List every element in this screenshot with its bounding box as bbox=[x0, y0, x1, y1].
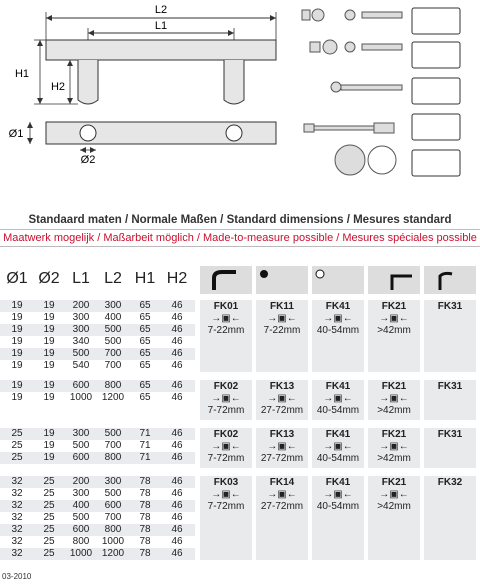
table-row bbox=[0, 476, 195, 488]
table-row bbox=[0, 536, 195, 548]
dim-label-h1: H1 bbox=[14, 68, 30, 80]
dim-label-l2: L2 bbox=[154, 4, 168, 16]
thickness-range: 27-72mm bbox=[260, 405, 304, 416]
table-row bbox=[0, 524, 195, 536]
cell-h1: 78 bbox=[139, 524, 151, 535]
cell-o1: 19 bbox=[11, 324, 23, 335]
thickness-range: 7-22mm bbox=[263, 325, 301, 336]
cell-l1: 300 bbox=[72, 428, 90, 439]
cell-h2: 46 bbox=[171, 524, 183, 535]
cell-l1: 400 bbox=[72, 500, 90, 511]
cell-l2: 800 bbox=[104, 380, 122, 391]
fitting-code: FK31 bbox=[437, 301, 463, 312]
fitting-code: FK41 bbox=[325, 477, 351, 488]
cell-o1: 19 bbox=[11, 360, 23, 371]
edition-date: 03-2010 bbox=[2, 572, 32, 581]
cell-o2: 19 bbox=[43, 380, 55, 391]
fitting-code: FK31 bbox=[437, 381, 463, 392]
divider bbox=[0, 246, 480, 247]
cell-h1: 78 bbox=[139, 512, 151, 523]
cell-l1: 200 bbox=[72, 476, 90, 487]
fitting-code: FK21 bbox=[381, 301, 407, 312]
cell-o1: 32 bbox=[11, 548, 23, 559]
standard-dimensions-heading: Standaard maten / Normale Maßen / Standard dimensions / Mesures standard bbox=[28, 214, 452, 226]
cell-l2: 700 bbox=[104, 512, 122, 523]
cell-l2: 800 bbox=[104, 524, 122, 535]
fitting-code: FK32 bbox=[437, 477, 463, 488]
table-row bbox=[0, 300, 195, 312]
fitting-code: FK03 bbox=[213, 477, 239, 488]
cell-h1: 65 bbox=[139, 360, 151, 371]
cell-l1: 600 bbox=[72, 380, 90, 391]
cell-o1: 32 bbox=[11, 500, 23, 511]
dim-label-l1: L1 bbox=[154, 20, 168, 32]
cell-l2: 500 bbox=[104, 336, 122, 347]
thickness-range: 40-54mm bbox=[316, 325, 360, 336]
cell-l1: 300 bbox=[72, 312, 90, 323]
cell-h2: 46 bbox=[171, 300, 183, 311]
cell-h2: 46 bbox=[171, 392, 183, 403]
cell-o1: 19 bbox=[11, 348, 23, 359]
table-row bbox=[0, 348, 195, 360]
cell-o2: 25 bbox=[43, 536, 55, 547]
cell-o2: 19 bbox=[43, 428, 55, 439]
cell-l2: 1200 bbox=[101, 548, 125, 559]
cell-l2: 500 bbox=[104, 488, 122, 499]
cell-l1: 600 bbox=[72, 524, 90, 535]
thickness-range: 7-72mm bbox=[207, 405, 245, 416]
cell-o2: 19 bbox=[43, 392, 55, 403]
table-row bbox=[0, 428, 195, 440]
cell-h2: 46 bbox=[171, 348, 183, 359]
fitting-code: FK41 bbox=[325, 301, 351, 312]
measure-arrows-icon: →▣← bbox=[379, 441, 409, 452]
cell-l1: 540 bbox=[72, 360, 90, 371]
cell-l1: 1000 bbox=[69, 392, 93, 403]
thickness-range: >42mm bbox=[377, 325, 411, 336]
fitting-code: FK21 bbox=[381, 429, 407, 440]
cell-o1: 32 bbox=[11, 524, 23, 535]
made-to-measure-subheading: Maatwerk mogelijk / Maßarbeit möglich / Made-to-measure possible / Mesures spéciales possible bbox=[3, 232, 477, 244]
fitting-code: FK21 bbox=[381, 477, 407, 488]
cell-o2: 19 bbox=[43, 300, 55, 311]
fitting-code: FK14 bbox=[269, 477, 295, 488]
thickness-range: >42mm bbox=[377, 501, 411, 512]
column-header-o1: Ø1 bbox=[6, 270, 28, 287]
cell-h1: 65 bbox=[139, 300, 151, 311]
thickness-range: 7-72mm bbox=[207, 453, 245, 464]
cell-h1: 65 bbox=[139, 380, 151, 391]
cell-h2: 46 bbox=[171, 488, 183, 499]
cell-o2: 25 bbox=[43, 500, 55, 511]
fitting-code: FK02 bbox=[213, 381, 239, 392]
cell-l2: 700 bbox=[104, 440, 122, 451]
cell-l1: 300 bbox=[72, 488, 90, 499]
fitting-header-icons bbox=[200, 266, 476, 296]
column-header-l2: L2 bbox=[104, 270, 122, 287]
cell-l1: 800 bbox=[72, 536, 90, 547]
cell-o2: 19 bbox=[43, 348, 55, 359]
table-row bbox=[0, 548, 195, 560]
cell-o2: 25 bbox=[43, 512, 55, 523]
cell-h2: 46 bbox=[171, 452, 183, 463]
cell-l2: 1000 bbox=[101, 536, 125, 547]
cell-h1: 78 bbox=[139, 536, 151, 547]
cell-h1: 65 bbox=[139, 348, 151, 359]
table-row bbox=[0, 392, 195, 404]
cell-l2: 300 bbox=[104, 476, 122, 487]
cell-h2: 46 bbox=[171, 500, 183, 511]
measure-arrows-icon: →▣← bbox=[323, 441, 353, 452]
thickness-range: 27-72mm bbox=[260, 501, 304, 512]
cell-o2: 25 bbox=[43, 524, 55, 535]
thickness-range: 40-54mm bbox=[316, 453, 360, 464]
cell-l1: 200 bbox=[72, 300, 90, 311]
measure-arrows-icon: →▣← bbox=[211, 393, 241, 404]
cell-h2: 46 bbox=[171, 324, 183, 335]
cell-h1: 71 bbox=[139, 428, 151, 439]
cell-l1: 340 bbox=[72, 336, 90, 347]
fitting-code: FK11 bbox=[270, 301, 294, 312]
fitting-code: FK31 bbox=[437, 429, 463, 440]
cell-o2: 25 bbox=[43, 476, 55, 487]
measure-arrows-icon: →▣← bbox=[211, 313, 241, 324]
cell-o1: 19 bbox=[11, 392, 23, 403]
cell-h2: 46 bbox=[171, 428, 183, 439]
cell-o1: 19 bbox=[11, 336, 23, 347]
cell-h2: 46 bbox=[171, 360, 183, 371]
cell-l1: 500 bbox=[72, 512, 90, 523]
cell-h1: 65 bbox=[139, 336, 151, 347]
measure-arrows-icon: →▣← bbox=[267, 489, 297, 500]
table-row bbox=[0, 324, 195, 336]
measure-arrows-icon: →▣← bbox=[267, 393, 297, 404]
thickness-range: >42mm bbox=[377, 405, 411, 416]
cell-l2: 300 bbox=[104, 300, 122, 311]
dim-label-h2: H2 bbox=[50, 81, 66, 93]
cell-h2: 46 bbox=[171, 476, 183, 487]
table-row bbox=[0, 488, 195, 500]
cell-l2: 1200 bbox=[101, 392, 125, 403]
cell-h1: 65 bbox=[139, 312, 151, 323]
fitting-code: FK13 bbox=[269, 429, 295, 440]
cell-l2: 500 bbox=[104, 324, 122, 335]
measure-arrows-icon: →▣← bbox=[323, 313, 353, 324]
thickness-range: 40-54mm bbox=[316, 501, 360, 512]
fitting-code: FK21 bbox=[381, 381, 407, 392]
cell-l1: 600 bbox=[72, 452, 90, 463]
thickness-range: 7-22mm bbox=[207, 325, 245, 336]
fitting-code: FK41 bbox=[325, 429, 351, 440]
cell-o2: 19 bbox=[43, 360, 55, 371]
measure-arrows-icon: →▣← bbox=[267, 441, 297, 452]
fitting-type-icons bbox=[412, 8, 460, 176]
thickness-range: 7-72mm bbox=[207, 501, 245, 512]
measure-arrows-icon: →▣← bbox=[211, 489, 241, 500]
cell-l2: 400 bbox=[104, 312, 122, 323]
cell-o2: 25 bbox=[43, 488, 55, 499]
cell-o1: 32 bbox=[11, 476, 23, 487]
fitting-code: FK02 bbox=[213, 429, 239, 440]
cell-l2: 600 bbox=[104, 500, 122, 511]
cell-l1: 500 bbox=[72, 440, 90, 451]
fitting-code: FK01 bbox=[213, 301, 239, 312]
measure-arrows-icon: →▣← bbox=[379, 489, 409, 500]
thickness-range: 27-72mm bbox=[260, 453, 304, 464]
cell-h1: 78 bbox=[139, 500, 151, 511]
cell-h2: 46 bbox=[171, 440, 183, 451]
cell-l1: 500 bbox=[72, 348, 90, 359]
cell-l2: 700 bbox=[104, 360, 122, 371]
measure-arrows-icon: →▣← bbox=[323, 393, 353, 404]
cell-h2: 46 bbox=[171, 512, 183, 523]
cell-o1: 25 bbox=[11, 452, 23, 463]
cell-o2: 19 bbox=[43, 336, 55, 347]
cell-h1: 78 bbox=[139, 488, 151, 499]
cell-o1: 25 bbox=[11, 440, 23, 451]
cell-o2: 19 bbox=[43, 324, 55, 335]
table-row bbox=[0, 500, 195, 512]
cell-h1: 71 bbox=[139, 452, 151, 463]
cell-o2: 19 bbox=[43, 440, 55, 451]
cell-o1: 19 bbox=[11, 300, 23, 311]
fitting-cell-bg bbox=[424, 476, 476, 560]
column-header-o2: Ø2 bbox=[38, 270, 60, 287]
cell-o1: 32 bbox=[11, 488, 23, 499]
cell-h1: 78 bbox=[139, 476, 151, 487]
cell-l2: 500 bbox=[104, 428, 122, 439]
cell-h2: 46 bbox=[171, 312, 183, 323]
cell-h1: 78 bbox=[139, 548, 151, 559]
dim-label-o2: Ø2 bbox=[80, 154, 96, 166]
cell-h2: 46 bbox=[171, 548, 183, 559]
cell-o1: 32 bbox=[11, 512, 23, 523]
cell-o1: 19 bbox=[11, 312, 23, 323]
measure-arrows-icon: →▣← bbox=[323, 489, 353, 500]
table-row bbox=[0, 336, 195, 348]
cell-l1: 1000 bbox=[69, 548, 93, 559]
table-row bbox=[0, 512, 195, 524]
column-header-h1: H1 bbox=[134, 270, 156, 287]
cell-h2: 46 bbox=[171, 380, 183, 391]
divider bbox=[0, 229, 480, 230]
cell-l2: 700 bbox=[104, 348, 122, 359]
table-row bbox=[0, 380, 195, 392]
thickness-range: >42mm bbox=[377, 453, 411, 464]
column-header-h2: H2 bbox=[166, 270, 188, 287]
screw-parts-illustration bbox=[302, 9, 402, 175]
cell-h2: 46 bbox=[171, 336, 183, 347]
cell-o2: 19 bbox=[43, 312, 55, 323]
measure-arrows-icon: →▣← bbox=[379, 313, 409, 324]
table-row bbox=[0, 440, 195, 452]
table-row bbox=[0, 452, 195, 464]
measure-arrows-icon: →▣← bbox=[267, 313, 297, 324]
measure-arrows-icon: →▣← bbox=[379, 393, 409, 404]
column-header-l1: L1 bbox=[72, 270, 90, 287]
cell-l2: 800 bbox=[104, 452, 122, 463]
thickness-range: 40-54mm bbox=[316, 405, 360, 416]
cell-h1: 65 bbox=[139, 392, 151, 403]
cell-o2: 19 bbox=[43, 452, 55, 463]
dim-label-o1: Ø1 bbox=[8, 128, 24, 140]
cell-h2: 46 bbox=[171, 536, 183, 547]
cell-l1: 300 bbox=[72, 324, 90, 335]
handle-technical-drawing bbox=[0, 0, 480, 205]
cell-h1: 65 bbox=[139, 324, 151, 335]
table-row bbox=[0, 312, 195, 324]
cell-o2: 25 bbox=[43, 548, 55, 559]
table-row bbox=[0, 360, 195, 372]
fitting-code: FK13 bbox=[269, 381, 295, 392]
measure-arrows-icon: →▣← bbox=[211, 441, 241, 452]
cell-o1: 19 bbox=[11, 380, 23, 391]
cell-o1: 25 bbox=[11, 428, 23, 439]
cell-h1: 71 bbox=[139, 440, 151, 451]
fitting-code: FK41 bbox=[325, 381, 351, 392]
cell-o1: 32 bbox=[11, 536, 23, 547]
